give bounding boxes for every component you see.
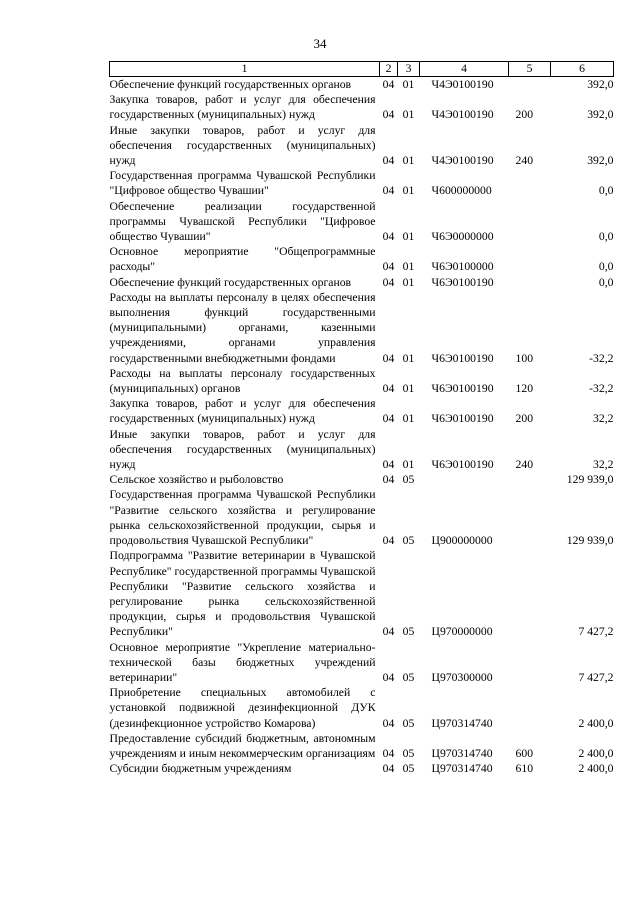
row-target-item: Ц970314740: [431, 746, 493, 760]
row-subsection: 01: [402, 351, 415, 365]
row-name: Предоставление субсидий бюджетным, автономным учреждениям и иным некоммерческим организациям: [109, 731, 376, 760]
row-subsection: 05: [402, 625, 415, 639]
row-expense-type: [509, 548, 551, 639]
row-name: Обеспечение функций государственных органов: [109, 78, 352, 91]
column-header-subsection: 3: [398, 62, 420, 77]
row-subsection: 01: [402, 230, 415, 244]
row-amount: -32,2: [589, 382, 614, 396]
table-row: [110, 640, 614, 686]
row-expense-type: [509, 244, 551, 274]
row-target-item: Ч6Э0100190: [431, 412, 494, 426]
row-section: 04: [382, 670, 395, 684]
row-section: 04: [382, 716, 395, 730]
column-header-section: 2: [380, 62, 398, 77]
row-name: Государственная программа Чувашской Республики "Развитие сельского хозяйства и регулирование рынка сельскохозяйственной продукции, сырья и продовольствия Чувашской Республики": [109, 488, 376, 548]
row-target-item: Ч6Э0100190: [431, 382, 494, 396]
page-number: 34: [313, 36, 327, 51]
row-section: 04: [382, 351, 395, 365]
table-row: [110, 275, 614, 290]
row-name: Расходы на выплаты персоналу государственных (муниципальных) органов: [109, 366, 376, 396]
row-amount: 32,2: [593, 458, 614, 472]
row-amount: 0,0: [598, 260, 614, 274]
table-row: [110, 366, 614, 396]
row-name: Закупка товаров, работ и услуг для обеспечения государственных (муниципальных) нужд: [109, 93, 376, 122]
table-row: [110, 685, 614, 731]
row-target-item: Ч6Э0100190: [431, 351, 494, 365]
row-subsection: 01: [402, 78, 415, 91]
table-row: [110, 92, 614, 122]
row-name: Обеспечение реализации государственной программы Чувашской Республики "Цифровое общество Чувашии": [109, 199, 376, 244]
row-section: 04: [382, 382, 395, 396]
row-expense-type: 200: [515, 412, 534, 426]
header-row: [110, 62, 614, 77]
row-section: 04: [382, 260, 395, 274]
row-section: 04: [382, 275, 395, 289]
row-amount: 0,0: [598, 275, 614, 289]
table-row: [110, 244, 614, 274]
row-amount: 129 939,0: [566, 473, 614, 487]
row-name: Расходы на выплаты персоналу в целях обеспечения выполнения функций государственными (муниципальными) органами, казенными учреждениями, органами управления государственными внебюджетными фондами: [109, 290, 376, 365]
row-expense-type: [509, 77, 551, 93]
row-expense-type: 100: [515, 351, 534, 365]
row-amount: 0,0: [598, 184, 614, 198]
row-expense-type: [509, 640, 551, 686]
table-row: [110, 761, 614, 776]
row-subsection: 05: [402, 762, 415, 776]
row-section: 04: [382, 108, 395, 122]
row-target-item: Ц970314740: [431, 762, 493, 776]
row-subsection: 05: [402, 534, 415, 548]
row-amount: 392,0: [587, 154, 614, 168]
row-target-item: Ц970000000: [431, 625, 493, 639]
row-target-item: Ч6Э0000000: [431, 230, 494, 244]
row-amount: 2 400,0: [578, 746, 614, 760]
row-amount: 7 427,2: [578, 625, 614, 639]
row-expense-type: [509, 487, 551, 548]
column-header-amount: 6: [551, 62, 614, 77]
table-row: [110, 199, 614, 245]
column-header-target-item: 4: [420, 62, 509, 77]
row-expense-type: 600: [515, 746, 534, 760]
row-subsection: 01: [402, 260, 415, 274]
table-row: [110, 731, 614, 761]
row-target-item: Ч4Э0100190: [431, 154, 494, 168]
row-section: 04: [382, 762, 395, 776]
row-amount: 392,0: [587, 78, 614, 91]
row-amount: 2 400,0: [578, 716, 614, 730]
row-subsection: 01: [402, 154, 415, 168]
row-subsection: 01: [402, 382, 415, 396]
row-expense-type: [509, 275, 551, 290]
row-name: Обеспечение функций государственных органов: [109, 275, 352, 289]
row-expense-type: 120: [515, 382, 534, 396]
row-name: Закупка товаров, работ и услуг для обеспечения государственных (муниципальных) нужд: [109, 397, 376, 426]
row-subsection: 05: [402, 746, 415, 760]
row-expense-type: [509, 168, 551, 198]
row-expense-type: [509, 685, 551, 731]
row-target-item: Ч6Э0100190: [431, 458, 494, 472]
row-name: Субсидии бюджетным учреждениям: [109, 762, 292, 776]
row-target-item: Ч4Э0100190: [431, 78, 494, 91]
row-amount: 392,0: [587, 108, 614, 122]
row-target-item: Ц970300000: [431, 670, 493, 684]
row-expense-type: 200: [515, 108, 534, 122]
row-subsection: 01: [402, 275, 415, 289]
row-amount: 32,2: [593, 412, 614, 426]
row-name: Государственная программа Чувашской Республики "Цифровое общество Чувашии": [109, 169, 376, 198]
row-amount: 2 400,0: [578, 762, 614, 776]
row-name: Основное мероприятие "Общепрограммные расходы": [109, 245, 376, 274]
row-target-item: Ц970314740: [431, 716, 493, 730]
table-row: [110, 396, 614, 426]
row-name: Сельское хозяйство и рыболовство: [109, 473, 284, 487]
row-section: 04: [382, 534, 395, 548]
row-section: 04: [382, 412, 395, 426]
row-section: 04: [382, 458, 395, 472]
row-section: 04: [382, 625, 395, 639]
row-amount: 129 939,0: [566, 534, 614, 548]
table-row: [110, 77, 614, 93]
table-row: [110, 487, 614, 548]
table-row: [110, 548, 614, 639]
row-target-item: Ц900000000: [431, 534, 493, 548]
row-expense-type: [509, 472, 551, 487]
row-subsection: 01: [402, 184, 415, 198]
row-target-item: Ч4Э0100190: [431, 108, 494, 122]
row-section: 04: [382, 746, 395, 760]
row-subsection: 01: [402, 458, 415, 472]
row-subsection: 01: [402, 412, 415, 426]
row-amount: 0,0: [598, 230, 614, 244]
row-name: Подпрограмма "Развитие ветеринарии в Чувашской Республике" государственной программы Чувашской Республики "Развитие сельского хозяйства и регулирование рынка сельскохозяйственной продукции, сырья и продовольствия Чувашской Республики": [109, 549, 376, 639]
row-subsection: 05: [402, 670, 415, 684]
row-section: 04: [382, 154, 395, 168]
row-section: 04: [382, 78, 395, 91]
row-target-item: Ч600000000: [431, 184, 492, 198]
row-name: Иные закупки товаров, работ и услуг для обеспечения государственных (муниципальных) нужд: [109, 123, 376, 168]
row-name: Основное мероприятие "Укрепление материально-технической базы бюджетных учреждений ветеринарии": [109, 640, 376, 684]
row-section: 04: [382, 473, 395, 487]
row-subsection: 05: [402, 716, 415, 730]
row-section: 04: [382, 184, 395, 198]
row-subsection: 05: [402, 473, 415, 487]
budget-table: [109, 61, 614, 776]
row-expense-type: 240: [515, 154, 534, 168]
table-row: [110, 123, 614, 169]
row-expense-type: 240: [515, 458, 534, 472]
table-row: [110, 290, 614, 366]
column-header-name: 1: [110, 62, 380, 77]
row-name: Приобретение специальных автомобилей с установкой подвижной дезинфекционной ДУК (дезинфекционное устройство Комарова): [109, 686, 376, 730]
row-expense-type: 610: [515, 762, 534, 776]
table-row: [110, 472, 614, 487]
table-row: [110, 168, 614, 198]
row-amount: -32,2: [589, 351, 614, 365]
row-section: 04: [382, 230, 395, 244]
table-row: [110, 427, 614, 473]
row-amount: 7 427,2: [578, 670, 614, 684]
row-target-item: Ч6Э0100190: [431, 275, 494, 289]
row-target-item: [420, 472, 509, 487]
row-subsection: 01: [402, 108, 415, 122]
column-header-expense-type: 5: [509, 62, 551, 77]
row-name: Иные закупки товаров, работ и услуг для обеспечения государственных (муниципальных) нужд: [109, 427, 376, 472]
row-target-item: Ч6Э0100000: [431, 260, 494, 274]
row-expense-type: [509, 199, 551, 245]
